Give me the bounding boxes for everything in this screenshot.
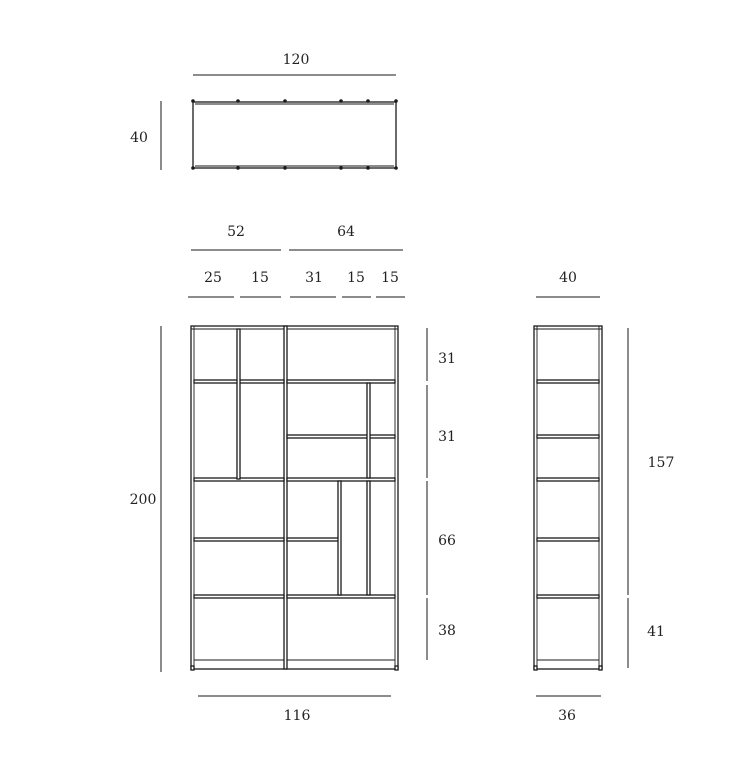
upright-peg xyxy=(366,166,370,170)
foot xyxy=(599,666,602,670)
side-view-dimensions xyxy=(536,270,674,724)
divider xyxy=(367,481,370,595)
foot xyxy=(534,666,537,670)
upright-peg xyxy=(394,166,398,170)
total-height-label: 200 xyxy=(129,492,157,508)
side-base-width-label: 36 xyxy=(558,708,576,724)
top-view-upright-pegs xyxy=(191,99,398,170)
column-width-label: 15 xyxy=(347,270,365,286)
shelf xyxy=(287,435,395,438)
divider xyxy=(367,383,370,478)
column-width-label: 15 xyxy=(381,270,399,286)
column-width-label: 31 xyxy=(305,270,323,286)
section-height-label: 31 xyxy=(438,429,456,445)
side-shelf xyxy=(537,380,599,383)
top-view-width-label: 120 xyxy=(282,52,310,68)
divider xyxy=(338,481,341,595)
upright-peg xyxy=(191,99,195,103)
side-shelf xyxy=(537,595,599,598)
upright-peg xyxy=(236,166,240,170)
shelf xyxy=(287,538,339,541)
column-width-label: 25 xyxy=(204,270,222,286)
section-height-label: 38 xyxy=(438,623,456,639)
top-view-outline xyxy=(193,102,396,168)
shelf xyxy=(287,380,395,383)
upright-peg xyxy=(394,99,398,103)
side-frame xyxy=(534,326,602,669)
front-view-bookcase xyxy=(191,326,398,670)
shelf xyxy=(194,538,284,541)
group-width-label: 64 xyxy=(337,224,355,240)
side-top-width-label: 40 xyxy=(559,270,577,286)
shelf xyxy=(194,595,284,598)
column-width-label: 15 xyxy=(251,270,269,286)
side-upper-height-label: 157 xyxy=(647,455,675,471)
upright-peg xyxy=(339,99,343,103)
side-shelf xyxy=(537,435,599,438)
front-view-top-dimensions xyxy=(188,224,405,297)
side-shelf xyxy=(537,478,599,481)
top-view xyxy=(130,52,398,170)
front-view-height-dimensions xyxy=(130,326,456,724)
upright-peg xyxy=(366,99,370,103)
upright-peg xyxy=(236,99,240,103)
foot xyxy=(395,666,398,670)
upright-peg xyxy=(339,166,343,170)
top-view-depth-label: 40 xyxy=(130,130,148,146)
group-width-label: 52 xyxy=(227,224,245,240)
upright-peg xyxy=(283,166,287,170)
section-height-label: 66 xyxy=(438,533,456,549)
side-lower-height-label: 41 xyxy=(647,624,665,640)
side-shelf xyxy=(537,538,599,541)
base-width-label: 116 xyxy=(283,708,311,724)
central-divider xyxy=(284,326,287,669)
foot xyxy=(191,666,194,670)
divider xyxy=(237,329,240,479)
side-view-bookcase xyxy=(534,326,602,670)
upright-peg xyxy=(283,99,287,103)
upright-peg xyxy=(191,166,195,170)
section-height-label: 31 xyxy=(438,351,456,367)
